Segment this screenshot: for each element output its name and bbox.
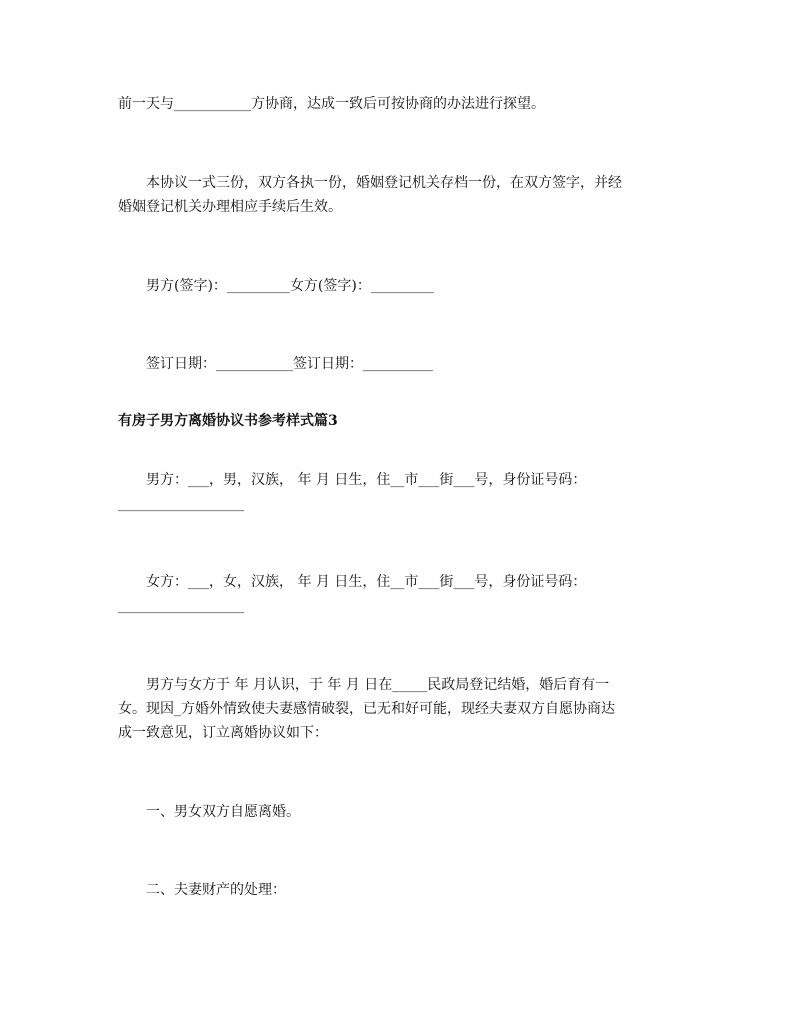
marriage-paragraph-line-1: 男方与女方于 年 月认识，于 年 月 日在_____民政局登记结婚，婚后育有一 xyxy=(118,677,610,693)
marriage-paragraph-line-3: 成一致意见，订立离婚协议如下： xyxy=(118,725,328,741)
paragraph-visitation-end: 前一天与___________方协商，达成一致后可按协商的办法进行探望。 xyxy=(118,96,545,112)
husband-id-blank: __________________ xyxy=(118,496,244,512)
clause-one: 一、男女双方自愿离婚。 xyxy=(118,804,300,820)
clause-two: 二、夫妻财产的处理： xyxy=(118,882,286,898)
husband-info-line: 男方：___，男，汉族， 年 月 日生，住__市___街___号，身份证号码： xyxy=(118,472,587,488)
marriage-paragraph-line-2: 女。现因_方婚外情致使夫妻感情破裂，已无和好可能，现经夫妻双方自愿协商达 xyxy=(118,701,615,717)
signature-line: 男方(签字)：_________女方(签字)：_________ xyxy=(118,278,434,294)
sign-date-line: 签订日期：___________签订日期：__________ xyxy=(118,356,433,372)
section-heading: 有房子男方离婚协议书参考样式篇3 xyxy=(118,413,338,429)
wife-id-blank: __________________ xyxy=(118,598,244,614)
paragraph-copies-line-2: 婚姻登记机关办理相应手续后生效。 xyxy=(118,199,342,215)
wife-info-line: 女方：___，女，汉族， 年 月 日生，住__市___街___号，身份证号码： xyxy=(118,574,587,590)
paragraph-copies-line-1: 本协议一式三份，双方各执一份，婚姻登记机关存档一份，在双方签字，并经 xyxy=(118,175,622,191)
